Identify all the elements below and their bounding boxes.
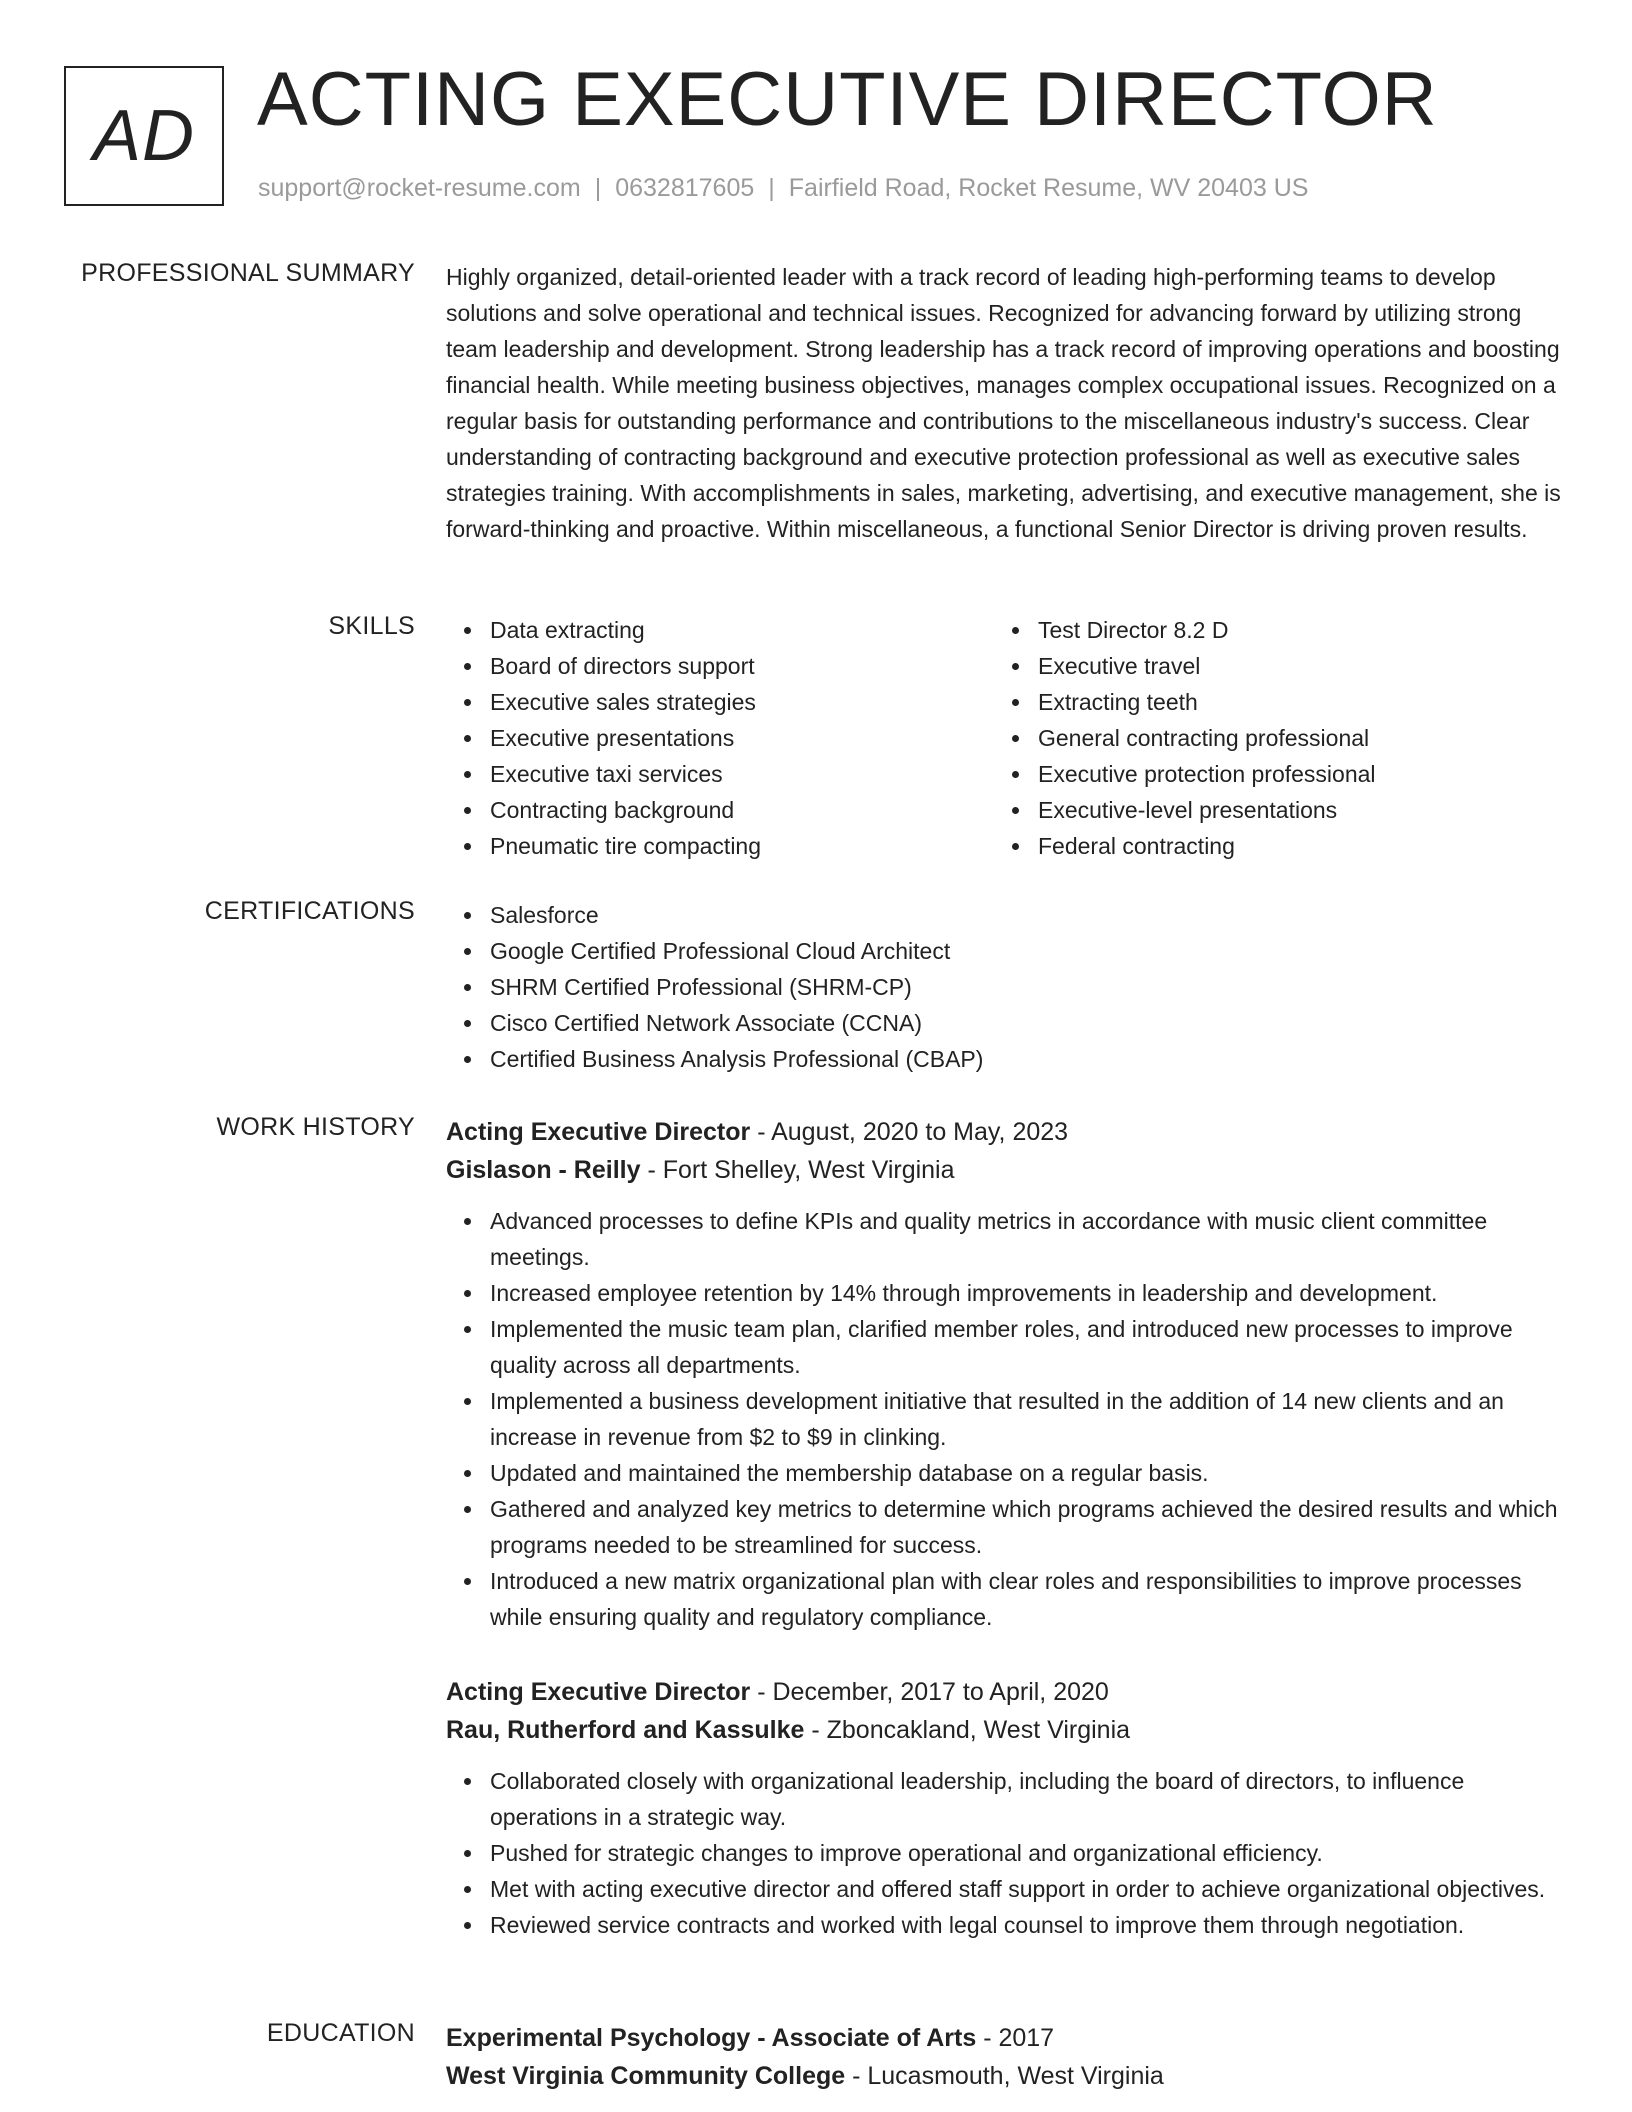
list-item: Executive presentations xyxy=(490,720,994,756)
contact-separator: | xyxy=(594,174,602,202)
list-item: Updated and maintained the membership database on a regular basis. xyxy=(490,1455,1562,1491)
skills-column-right xyxy=(994,612,1542,864)
list-item: Cisco Certified Network Associate (CCNA) xyxy=(490,1005,1562,1041)
list-item: Google Certified Professional Cloud Architect xyxy=(490,933,1562,969)
job-company-line xyxy=(446,1711,1562,1749)
list-item: Federal contracting xyxy=(1038,828,1542,864)
list-item: Introduced a new matrix organizational plan with clear roles and responsibilities to improve processes while ensuring quality and regulatory compliance. xyxy=(490,1563,1562,1635)
list-item: Gathered and analyzed key metrics to determine which programs achieved the desired results and which programs needed to be streamlined for success. xyxy=(490,1491,1562,1563)
job-location: - Zboncakland, West Virginia xyxy=(804,1716,1131,1744)
list-item: Board of directors support xyxy=(490,648,994,684)
job-entry xyxy=(446,1673,1562,1943)
job-location: - Fort Shelley, West Virginia xyxy=(640,1156,955,1184)
page-title: ACTING EXECUTIVE DIRECTOR xyxy=(257,57,1438,142)
contact-separator: | xyxy=(768,174,775,202)
section-label-education: EDUCATION xyxy=(266,2019,415,2047)
job-title-line xyxy=(446,1673,1562,1711)
job-company: Gislason - Reilly xyxy=(446,1156,641,1184)
education-degree-line xyxy=(446,2019,1562,2057)
list-item: Contracting background xyxy=(490,792,994,828)
list-item: Advanced processes to define KPIs and quality metrics in accordance with music client committee meetings. xyxy=(490,1203,1562,1275)
section-label-skills: SKILLS xyxy=(328,612,415,640)
list-item: Met with acting executive director and offered staff support in order to achieve organizational objectives. xyxy=(490,1871,1562,1907)
section-label-certifications: CERTIFICATIONS xyxy=(204,897,415,925)
education-school: West Virginia Community College xyxy=(446,2062,846,2090)
contact-email[interactable]: support@rocket-resume.com xyxy=(258,174,581,202)
contact-address: Fairfield Road, Rocket Resume, WV 20403 US xyxy=(788,174,1309,202)
job-title: Acting Executive Director xyxy=(446,1678,751,1706)
list-item: Implemented a business development initiative that resulted in the addition of 14 new clients and an increase in revenue from $2 to $9 in clinking. xyxy=(490,1383,1562,1455)
education-year: - 2017 xyxy=(976,2024,1055,2052)
section-label-summary: PROFESSIONAL SUMMARY xyxy=(81,259,415,287)
list-item: Pneumatic tire compacting xyxy=(490,828,994,864)
skills-list-left xyxy=(446,612,994,864)
contact-line xyxy=(258,174,1308,203)
summary-text: Highly organized, detail-oriented leader with a track record of leading high-performing teams to develop solutions and solve operational and technical issues. Recognized for advancing forward by utilizing strong team leadership and development. Strong leadership has a track record of improving operations and boosting financial health. While meeting business objectives, manages complex occupational issues. Recognized on a regular basis for outstanding performance and contributions to the miscellaneous industry's success. Clear understanding of contracting background and executive protection professional as well as executive sales strategies training. With accomplishments in sales, marketing, advertising, and executive management, she is forward-thinking and proactive. Within miscellaneous, a functional Senior Director is driving proven results. xyxy=(446,264,1561,542)
list-item: General contracting professional xyxy=(1038,720,1542,756)
list-item: Collaborated closely with organizational leadership, including the board of directors, to influence operations in a strategic way. xyxy=(490,1763,1562,1835)
skills-grid xyxy=(446,612,1562,864)
job-bullets xyxy=(446,1763,1562,1943)
education-location: - Lucasmouth, West Virginia xyxy=(845,2062,1164,2090)
contact-phone[interactable]: 0632817605 xyxy=(615,174,755,202)
job-title: Acting Executive Director xyxy=(446,1118,751,1146)
list-item: Executive protection professional xyxy=(1038,756,1542,792)
certifications-body xyxy=(446,897,1562,1077)
list-item: Pushed for strategic changes to improve operational and organizational efficiency. xyxy=(490,1835,1562,1871)
work-history-body-2 xyxy=(446,1673,1562,1943)
skills-column-left xyxy=(446,612,994,864)
job-entry xyxy=(446,1113,1562,1635)
monogram-initials: AD xyxy=(92,96,196,176)
list-item: SHRM Certified Professional (SHRM-CP) xyxy=(490,969,1562,1005)
skills-body xyxy=(446,612,1562,864)
job-dates: - December, 2017 to April, 2020 xyxy=(750,1678,1109,1706)
section-label-work-history: WORK HISTORY xyxy=(216,1113,415,1141)
education-degree: Experimental Psychology - Associate of Arts xyxy=(446,2024,977,2052)
list-item: Executive travel xyxy=(1038,648,1542,684)
job-bullets xyxy=(446,1203,1562,1635)
work-history-body xyxy=(446,1113,1562,1635)
job-title-line xyxy=(446,1113,1562,1151)
list-item: Test Director 8.2 D xyxy=(1038,612,1542,648)
job-dates: - August, 2020 to May, 2023 xyxy=(750,1118,1069,1146)
summary-body xyxy=(446,259,1562,547)
list-item: Implemented the music team plan, clarified member roles, and introduced new processes to improve quality across all departments. xyxy=(490,1311,1562,1383)
skills-list-right xyxy=(994,612,1542,864)
list-item: Executive sales strategies xyxy=(490,684,994,720)
list-item: Salesforce xyxy=(490,897,1562,933)
certifications-list xyxy=(446,897,1562,1077)
list-item: Data extracting xyxy=(490,612,994,648)
list-item: Extracting teeth xyxy=(1038,684,1542,720)
education-body xyxy=(446,2019,1562,2095)
job-company: Rau, Rutherford and Kassulke xyxy=(446,1716,805,1744)
list-item: Reviewed service contracts and worked with legal counsel to improve them through negotiation. xyxy=(490,1907,1562,1943)
list-item: Executive-level presentations xyxy=(1038,792,1542,828)
education-school-line xyxy=(446,2057,1562,2095)
job-company-line xyxy=(446,1151,1562,1189)
list-item: Increased employee retention by 14% through improvements in leadership and development. xyxy=(490,1275,1562,1311)
monogram-box xyxy=(64,66,224,206)
list-item: Certified Business Analysis Professional (CBAP) xyxy=(490,1041,1562,1077)
list-item: Executive taxi services xyxy=(490,756,994,792)
